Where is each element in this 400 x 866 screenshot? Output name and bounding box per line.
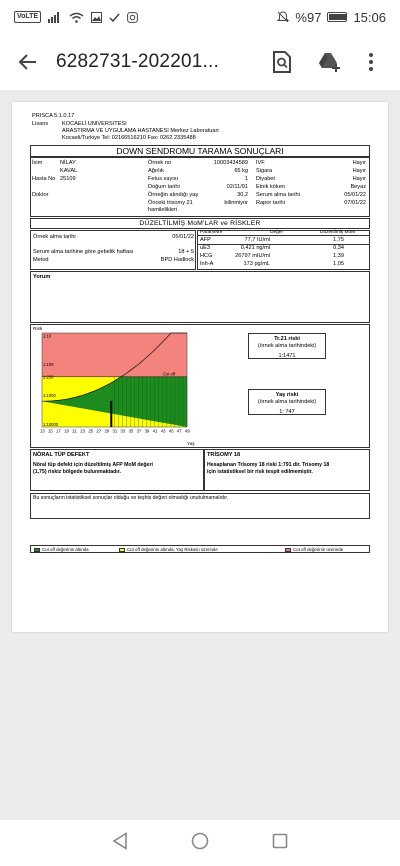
ivf-value: Hayır — [352, 160, 366, 166]
instagram-icon — [127, 12, 138, 23]
param-name: HCG — [200, 253, 213, 259]
app-bar — [0, 34, 400, 90]
footer-note: Bu sonuçların istatistiksel sonuçlar olduğu ve teşhis değeri olmadığı unutulmamalıdır. — [33, 495, 229, 501]
x-tick-label: 15 — [48, 428, 53, 434]
rapor-value: 07/01/22 — [344, 200, 366, 206]
param-row-line — [197, 244, 370, 245]
y-tick-label: 1:1000 — [43, 393, 56, 399]
hasta-no-label: Hasta No — [32, 176, 56, 182]
legend-yellow — [119, 546, 218, 553]
clock: 15:06 — [353, 9, 386, 25]
more-vert-icon — [369, 53, 373, 71]
tr21-sub: (örnek alma tarihindeki) — [257, 343, 317, 349]
tr21-title: Tr.21 riski — [274, 336, 300, 342]
back-button[interactable] — [0, 34, 56, 90]
square-recents-icon — [272, 833, 288, 849]
sigara-label: Sigara — [256, 168, 273, 174]
noral-text-1: Nöral tüp defekt için düzeltilmiş AFP MoM değeri — [33, 462, 153, 468]
isim-label: İsim — [32, 160, 43, 166]
main-title: DOWN SENDROMU TARAMA SONUÇLARI — [116, 146, 284, 156]
rapor-label: Rapor tarihi — [256, 200, 285, 206]
trisomy18-text-1: Hesaplanan Trisomy 18 riski 1:791 dir. Trisomy 18 — [207, 462, 330, 468]
noral-title: NÖRAL TÜP DEFEKT — [33, 452, 90, 458]
x-tick-label: 29 — [104, 428, 110, 434]
diyabet-value: Hayır — [352, 176, 366, 182]
x-tick-label: 19 — [64, 428, 69, 434]
param-name: AFP — [200, 237, 211, 243]
isim-value-2: KAVAL — [60, 168, 78, 174]
gebelik-label: Serum alma tarihine göre gebelik haftası — [33, 249, 134, 255]
param-value: 173 pg/mL — [243, 261, 270, 267]
x-tick-label: 31 — [112, 428, 118, 434]
ivf-label: IVF — [256, 160, 265, 166]
tr21-value: 1:1471 — [278, 353, 296, 359]
params-box — [197, 230, 370, 270]
isim-value-1: NİLAY — [60, 160, 76, 166]
fetus-label: Fetus sayısı — [148, 176, 179, 182]
x-tick-label: 27 — [96, 428, 102, 434]
dogum-value: 02/11/91 — [226, 184, 248, 190]
y-tick-label: 1:10000 — [43, 422, 59, 427]
search-document-icon — [272, 51, 292, 73]
param-header-name: Parametre — [200, 230, 223, 235]
document-title: 6282731-202201... — [56, 51, 219, 72]
onceki-value: bilinmiyor — [224, 200, 248, 206]
ornek-yas-label: Örneğin alındığı yaş — [148, 192, 199, 198]
onceki-label-2: hamilelikleri — [148, 207, 178, 213]
risk-chart — [36, 331, 196, 443]
institution-line-3: Kocaeli/Turkiye Tel: 02166516210 Fax: 0262 2335488 — [62, 135, 196, 141]
param-mom: 1,75 — [333, 237, 344, 243]
drive-add-icon — [318, 52, 342, 72]
patient-marker — [110, 401, 112, 427]
nav-recents-button[interactable] — [272, 833, 288, 854]
param-value: 0,421 ng/ml — [240, 245, 270, 251]
param-value: 26797 mIU/ml — [235, 253, 270, 259]
param-value: 77,7 IU/ml — [244, 237, 270, 243]
yorum-box — [30, 271, 370, 323]
x-tick-label: 13 — [40, 428, 45, 434]
nav-home-button[interactable] — [191, 832, 209, 855]
x-tick-label: 39 — [144, 428, 150, 434]
param-mom: 1,05 — [333, 261, 344, 267]
param-header-mom: Düzeltilmiş MoM — [320, 230, 356, 235]
yellow-swatch — [119, 548, 125, 552]
legend-red-label: Cut off değerinin üzerinde — [293, 547, 344, 552]
agirlik-label: Ağırlık — [148, 168, 164, 174]
etnik-value: Beyaz — [350, 184, 366, 190]
institution-line-1: KOCAELİ UNIVERSITESI — [62, 121, 127, 127]
noral-text-2: (1,75) riskiz bölgede bulunmaktadır. — [33, 469, 121, 475]
battery-icon — [327, 12, 347, 22]
photo-icon — [91, 12, 102, 23]
mute-icon — [277, 11, 289, 23]
onceki-label: Önceki trisomy 21 — [148, 200, 193, 206]
doktor-label: Doktor — [32, 192, 49, 198]
agirlik-value: 65 kg — [234, 168, 248, 174]
red-swatch — [285, 548, 291, 552]
serum-alma-value: 05/01/22 — [344, 192, 366, 198]
signal-icon — [48, 12, 62, 23]
triangle-back-icon — [112, 832, 128, 850]
institution-line-2: ARASTIRMA VE UYGULAMA HASTANESI Merkez Laboratuari — [62, 128, 219, 134]
y-tick-label: 1:100 — [43, 361, 54, 367]
ornek-alma-label: Örnek alma tarihi — [33, 234, 76, 240]
ornek-alma-value: 05/01/22 — [172, 234, 194, 240]
x-tick-label: 17 — [56, 428, 61, 434]
param-name: uE3 — [200, 245, 210, 251]
x-tick-label: 47 — [176, 428, 182, 434]
add-to-drive-button[interactable] — [306, 34, 354, 90]
mom-title: DÜZELTİLMİŞ MoM'LAR ve RİSKLER — [139, 220, 261, 227]
yas-risk-value: 1: 747 — [279, 409, 295, 415]
trisomy18-text-2: için istatistiksel bir risk tespit edilmemiştir. — [207, 469, 313, 475]
diyabet-label: Diyabet — [256, 176, 275, 182]
nav-bar — [0, 820, 400, 866]
legend-green — [34, 546, 89, 553]
legend-red — [285, 546, 343, 553]
volte-icon: VoLTE — [14, 11, 41, 23]
sigara-value: Hayır — [352, 168, 366, 174]
x-tick-label: 49 — [185, 428, 190, 434]
green-swatch — [34, 548, 40, 552]
gebelik-value: 18 + 5 — [178, 249, 194, 255]
x-tick-label: 43 — [160, 428, 166, 434]
nav-back-button[interactable] — [112, 832, 128, 855]
x-tick-label: 45 — [168, 428, 174, 434]
yas-risk-title: Yaş riski — [275, 392, 299, 398]
circle-home-icon — [191, 832, 209, 850]
lisans-label: Lisans — [32, 121, 49, 127]
x-tick-label: 35 — [128, 428, 134, 434]
x-tick-label: 37 — [136, 428, 142, 434]
param-mom: 0,34 — [333, 245, 344, 251]
status-bar — [0, 0, 400, 34]
etnik-label: Etnik köken — [256, 184, 285, 190]
metod-label: Metod — [33, 257, 49, 263]
yas-risk-sub: (örnek alma tarihindeki) — [257, 399, 317, 405]
x-tick-label: 21 — [72, 428, 77, 434]
hasta-no-value: 25109 — [60, 176, 76, 182]
check-icon — [109, 12, 120, 23]
trisomy18-title: TRİSOMY 18 — [207, 452, 241, 458]
yas-axis-label: Yaş — [187, 441, 195, 446]
more-options-button[interactable] — [354, 34, 388, 90]
legend-yellow-label: Cut off değerinin altında, Yaş Riskinin üzerinde — [127, 547, 218, 552]
metod-value: BPD Hadlock — [160, 257, 194, 263]
version-text: PRISCA 5.1.0.17 — [32, 113, 75, 119]
yorum-label: Yorum — [33, 274, 51, 280]
risk-axis-label: Risk — [33, 327, 43, 332]
cutoff-label: Cut off — [163, 371, 176, 377]
arrow-back-icon — [18, 52, 38, 72]
serum-alma-label: Serum alma tarihi — [256, 192, 300, 198]
y-tick-label: 1:250 — [43, 374, 54, 380]
legend-green-label: Cut off değerinin altında — [42, 547, 89, 552]
param-mom: 1,39 — [333, 253, 344, 259]
x-tick-label: 41 — [152, 428, 158, 434]
battery-percent: %97 — [295, 9, 322, 25]
x-tick-label: 25 — [88, 428, 94, 434]
ornek-yas-value: 30,2 — [237, 192, 248, 198]
param-name: Inh-A — [200, 261, 214, 267]
search-in-document-button[interactable] — [258, 34, 306, 90]
dogum-label: Doğum tarihi — [148, 184, 180, 190]
y-tick-label: 1:10 — [43, 333, 52, 339]
x-tick-label: 23 — [80, 428, 85, 434]
fetus-value: 1 — [244, 176, 248, 182]
ornek-no-label: Örnek no — [148, 160, 172, 166]
patient-box — [30, 157, 370, 217]
ornek-no-value: 10003434589 — [213, 160, 248, 166]
param-header-value: Değer — [270, 230, 284, 235]
x-tick-label: 33 — [120, 428, 126, 434]
wifi-icon — [69, 12, 84, 23]
